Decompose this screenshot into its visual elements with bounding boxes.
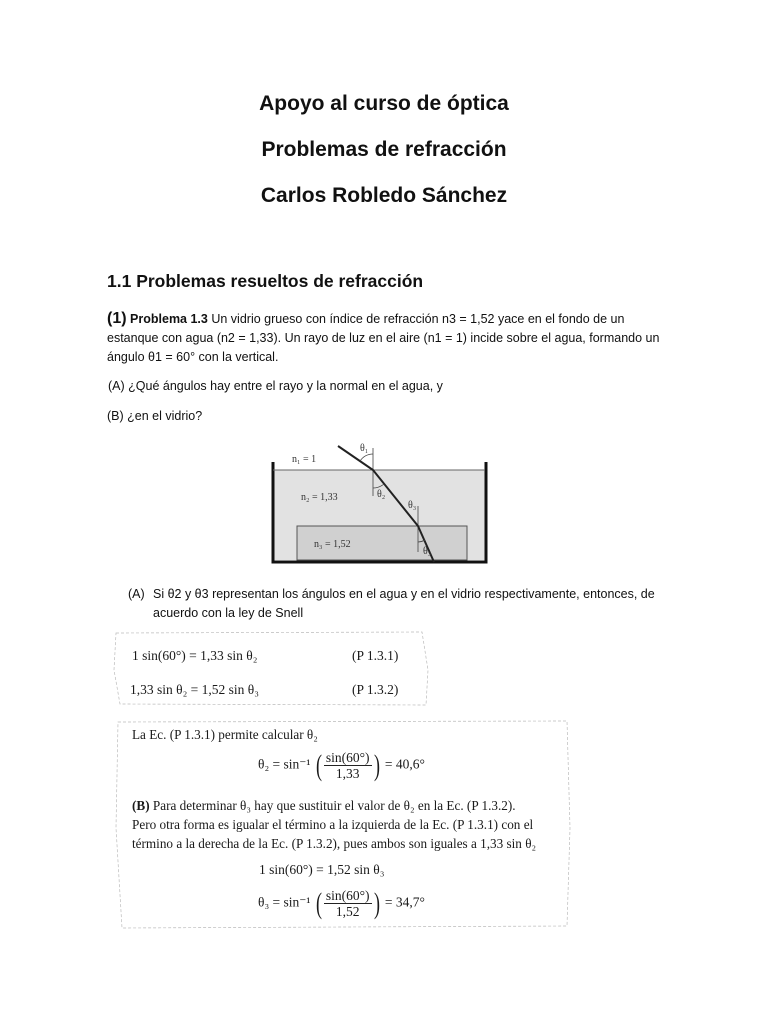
refraction-diagram [266, 436, 498, 568]
solution-a-marker: (A) [128, 587, 145, 601]
theta3-fraction [324, 888, 372, 919]
equation-2-label: (P 1.3.2) [352, 682, 399, 697]
label-n3: n₃ = 1,52 [314, 539, 351, 550]
part-b-line-3: término a la derecha de la Ec. (P 1.3.2), pues ambos son iguales a 1,33 sin θ₂ [132, 836, 537, 851]
question-a: (A) ¿Qué ángulos hay entre el rayo y la normal en el agua, y [108, 379, 443, 393]
title-topic: Problemas de refracción [261, 138, 507, 161]
label-n1: n₁ = 1 [292, 454, 317, 465]
equation-1-label: (P 1.3.1) [352, 648, 399, 663]
right-paren: ) [373, 886, 380, 920]
problem-text: Un vidrio grueso con índice de refracción n3 = 1,52 yace en el fondo de un estanque con agua (n2 = 1,33). Un rayo de luz en el aire (n1 = 1) incide sobre el agua, formando un ángulo θ1 = 60° con la vertical. [107, 312, 660, 364]
title-author: Carlos Robledo Sánchez [260, 184, 508, 207]
label-theta2: θ₂ [377, 489, 386, 500]
question-b: (B) ¿en el vidrio? [107, 409, 203, 423]
equation-2: 1,33 sin θ₂ = 1,52 sin θ₃ [130, 682, 259, 697]
problem-label: Problema 1.3 [130, 312, 208, 326]
label-theta1: θ₁ [360, 443, 369, 454]
equation-1: 1 sin(60°) = 1,33 sin θ₂ [132, 648, 258, 663]
theta3-result: = 34,7° [384, 894, 425, 910]
theta2-result: = 40,6° [384, 756, 425, 772]
title-course: Apoyo al curso de óptica [259, 92, 509, 115]
theta2-formula [258, 750, 425, 781]
label-theta3-upper: θ₃ [408, 500, 417, 511]
left-paren: ( [315, 886, 322, 920]
label-n2: n₂ = 1,33 [301, 492, 338, 503]
problem-statement [107, 309, 667, 367]
equation-3: 1 sin(60°) = 1,52 sin θ₃ [259, 862, 385, 877]
title-block [0, 92, 768, 230]
left-paren: ( [315, 748, 322, 782]
part-b-text-1: Para determinar θ₃ hay que sustituir el valor de θ₂ en la Ec. (P 1.3.2). [149, 798, 516, 813]
label-theta3-lower: θ₃ [423, 546, 432, 557]
part-b-marker: (B) [132, 798, 150, 813]
solution-scan [112, 718, 572, 930]
theta3-formula [258, 888, 425, 919]
equations-scan [112, 630, 432, 707]
solution-a-text: Si θ2 y θ3 representan los ángulos en el agua y en el vidrio respectivamente, entonces, de acuerdo con la ley de Snell [153, 587, 655, 620]
right-paren: ) [373, 748, 380, 782]
solution-a [128, 585, 673, 623]
problem-number: (1) [107, 310, 127, 327]
part-b-line-1 [132, 798, 516, 814]
theta3-numerator: sin(60°) [325, 888, 370, 903]
theta2-lhs: θ₂ = sin⁻¹ [258, 756, 311, 772]
theta2-denominator: 1,33 [335, 766, 360, 781]
section-heading: 1.1 Problemas resueltos de refracción [107, 271, 424, 291]
theta2-fraction [324, 750, 372, 781]
part-b-line-2: Pero otra forma es igualar el término a la izquierda de la Ec. (P 1.3.1) con el [132, 817, 534, 832]
arc-theta1 [360, 454, 373, 461]
theta3-lhs: θ₃ = sin⁻¹ [258, 894, 311, 910]
theta3-denominator: 1,52 [335, 904, 360, 919]
theta2-numerator: sin(60°) [325, 750, 370, 765]
solution-intro: La Ec. (P 1.3.1) permite calcular θ₂ [132, 727, 318, 742]
